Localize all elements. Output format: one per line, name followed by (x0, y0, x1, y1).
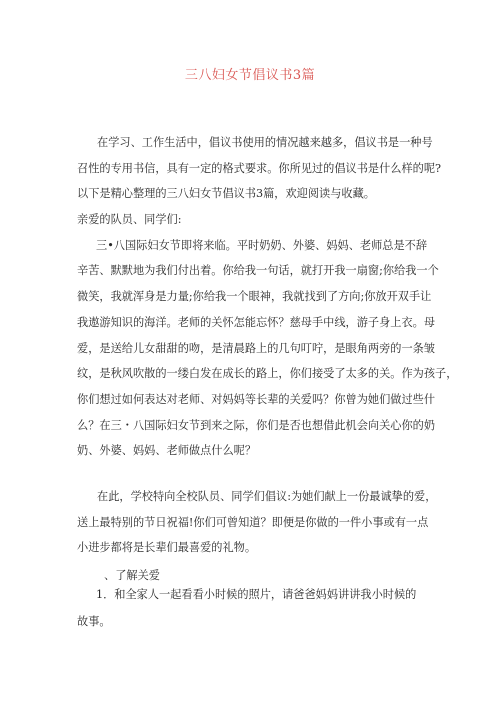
proposal-line-1: 在此，学校特向全校队员、同学们倡议:为她们献上一份最诚挚的爱， (97, 490, 437, 503)
body-line-9: 奶、外婆、妈妈、老师做点什么呢？ (77, 444, 257, 457)
body-line-1: 三•八国际妇女节即将来临。平时奶奶、外婆、妈妈、老师总是不辞 (96, 239, 428, 252)
body-line-8: 么？在三・八国际妇女节到来之际，你们是否也想借此机会向关心你的奶 (77, 419, 436, 432)
body-line-4: 我遨游知识的海洋。老师的关怀怎能忘怀？慈母手中线，游子身上衣。母 (77, 316, 436, 329)
intro-line-3: 以下是精心整理的三八妇女节倡议书3篇，欢迎阅读与收藏。 (77, 187, 375, 200)
body-line-6: 纹，是秋风吹散的一缕白发在成长的路上，你们接受了太多的关。作为孩子， (77, 367, 458, 380)
intro-line-1: 在学习、工作生活中，倡议书使用的情况越来越多，倡议书是一种号 (97, 136, 433, 149)
list-item-1-line-2: 故事。 (77, 615, 111, 628)
intro-line-2: 召性的专用书信，具有一定的格式要求。你所见过的倡议书是什么样的呢? (77, 162, 441, 175)
list-item-1-line-1: 1．和全家人一起看看小时候的照片，请爸爸妈妈讲讲我小时候的 (96, 588, 417, 601)
proposal-line-3: 小进步都将是长辈们最喜爱的礼物。 (77, 541, 257, 554)
body-line-5: 爱，是送给儿女甜甜的吻，是清晨路上的几句叮咛，是眼角两旁的一条皱 (77, 342, 436, 355)
body-line-7: 你们想过如何表达对老师、对妈妈等长辈的关爱吗？你曾为她们做过些什 (77, 393, 436, 406)
proposal-line-2: 送上最特别的节日祝福!你们可曾知道？即便是你做的一件小事或有一点 (77, 516, 429, 529)
body-line-3: 微笑，我就浑身是力量;你给我一个眼神，我就找到了方向;你放开双手让 (77, 290, 432, 303)
body-line-2: 辛苦、默默地为我们付出着。你给我一句话，就打开我一扇窗;你给我一个 (77, 264, 439, 277)
document-title: 三八妇女节倡议书3篇 (184, 68, 316, 83)
section-heading: 、了解关爱 (104, 569, 160, 582)
salutation: 亲爱的队员、同学们: (77, 213, 182, 226)
